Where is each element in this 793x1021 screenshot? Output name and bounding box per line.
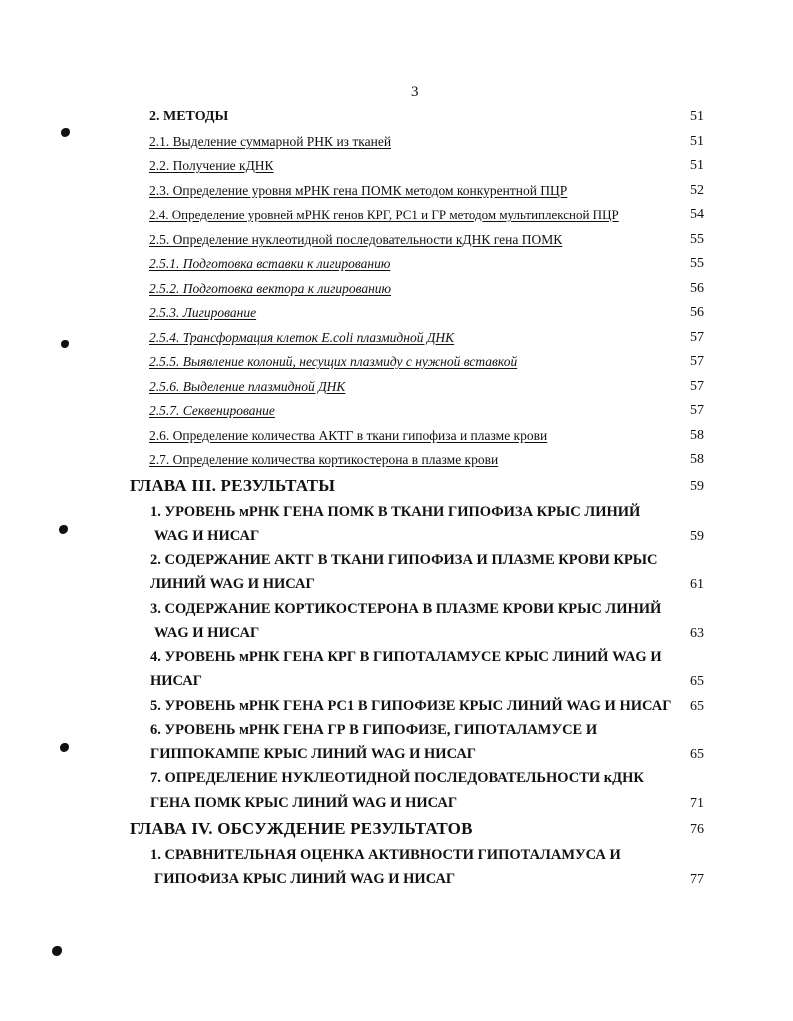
toc-page-2-6: 58 (690, 428, 704, 443)
toc-entry-2-5-5[interactable]: 2.5.5. Выявление колоний, несущих плазмиду с нужной вставкой (149, 354, 518, 369)
result-1-line-1: 1. УРОВЕНЬ мРНК ГЕНА ПОМК В ТКАНИ ГИПОФИЗА КРЫС ЛИНИЙ (150, 504, 641, 520)
toc-page-2-2: 51 (690, 158, 704, 173)
result-3-line-1: 3. СОДЕРЖАНИЕ КОРТИКОСТЕРОНА В ПЛАЗМЕ КРОВИ КРЫС ЛИНИЙ (150, 601, 662, 617)
toc-entry-2-5-1[interactable]: 2.5.1. Подготовка вставки к лигированию (149, 256, 391, 271)
toc-entry-2-3[interactable]: 2.3. Определение уровня мРНК гена ПОМК методом конкурентной ПЦР (149, 183, 568, 198)
toc-page-2-4: 54 (690, 207, 704, 222)
result-4-line-2: НИСАГ (150, 673, 203, 689)
toc-entry-2-5-4[interactable]: 2.5.4. Трансформация клеток E.coli плазмидной ДНК (149, 330, 455, 345)
toc-page-2-5-6: 57 (690, 379, 704, 394)
toc-page-2-5-7: 57 (690, 403, 704, 418)
toc-page-2-5-4: 57 (690, 330, 704, 345)
toc-entry-2-5[interactable]: 2.5. Определение нуклеотидной последовательности кДНК гена ПОМК (149, 232, 563, 247)
toc-page-2-7: 58 (690, 452, 704, 467)
result-1-page: 59 (690, 529, 704, 544)
discussion-1-page: 77 (690, 872, 704, 887)
result-6-page: 65 (690, 747, 704, 762)
toc-entry-2-5-6[interactable]: 2.5.6. Выделение плазмидной ДНК (149, 379, 346, 394)
result-7-page: 71 (690, 796, 704, 811)
toc-page-2-3: 52 (690, 183, 704, 198)
chapter-4-page: 76 (690, 822, 704, 837)
result-1-line-2: WAG И НИСАГ (154, 528, 260, 544)
result-3-page: 63 (690, 626, 704, 641)
toc-page-2-5: 55 (690, 232, 704, 247)
chapter-3-heading: ГЛАВА III. РЕЗУЛЬТАТЫ (130, 476, 336, 495)
toc-entry-2-5-3[interactable]: 2.5.3. Лигирование (149, 305, 257, 320)
page-number: 3 (411, 84, 419, 100)
toc-entry-2-5-7[interactable]: 2.5.7. Секвенирование (149, 403, 275, 418)
toc-page-2-1: 51 (690, 134, 704, 149)
result-6-line-1: 6. УРОВЕНЬ мРНК ГЕНА ГР В ГИПОФИЗЕ, ГИПОТАЛАМУСЕ И (150, 722, 598, 738)
toc-page-2-5-3: 56 (690, 305, 704, 320)
toc-page-2-5-1: 55 (690, 256, 704, 271)
toc-entry-2-7[interactable]: 2.7. Определение количества кортикостерона в плазме крови (149, 452, 499, 467)
chapter-3-page: 59 (690, 479, 704, 494)
result-2-line-1: 2. СОДЕРЖАНИЕ АКТГ В ТКАНИ ГИПОФИЗА И ПЛАЗМЕ КРОВИ КРЫС (150, 552, 658, 568)
methods-heading-page: 51 (690, 109, 704, 124)
chapter-4-heading: ГЛАВА IV. ОБСУЖДЕНИЕ РЕЗУЛЬТАТОВ (130, 819, 473, 838)
methods-heading: 2. МЕТОДЫ (149, 109, 229, 124)
toc-page-2-5-5: 57 (690, 354, 704, 369)
result-7-line-2: ГЕНА ПОМК КРЫС ЛИНИЙ WAG И НИСАГ (150, 795, 458, 811)
discussion-1-line-2: ГИПОФИЗА КРЫС ЛИНИЙ WAG И НИСАГ (154, 871, 456, 887)
result-3-line-2: WAG И НИСАГ (154, 625, 260, 641)
toc-entry-2-4[interactable]: 2.4. Определение уровней мРНК генов КРГ, РС1 и ГР методом мультиплексной ПЦР (149, 207, 619, 222)
toc-entry-2-2[interactable]: 2.2. Получение кДНК (149, 158, 274, 173)
result-4-line-1: 4. УРОВЕНЬ мРНК ГЕНА КРГ В ГИПОТАЛАМУСЕ КРЫС ЛИНИЙ WAG И (150, 649, 662, 665)
result-6-line-2: ГИППОКАМПЕ КРЫС ЛИНИЙ WAG И НИСАГ (150, 746, 477, 762)
result-4-page: 65 (690, 674, 704, 689)
toc-entry-2-6[interactable]: 2.6. Определение количества АКТГ в ткани гипофиза и плазме крови (149, 428, 548, 443)
result-5-line-1: 5. УРОВЕНЬ мРНК ГЕНА РС1 В ГИПОФИЗЕ КРЫС ЛИНИЙ WAG И НИСАГ (150, 698, 672, 714)
toc-entry-2-1[interactable]: 2.1. Выделение суммарной РНК из тканей (149, 134, 392, 149)
result-2-page: 61 (690, 577, 704, 592)
toc-entry-2-5-2[interactable]: 2.5.2. Подготовка вектора к лигированию (149, 281, 392, 296)
toc-page-2-5-2: 56 (690, 281, 704, 296)
result-5-page: 65 (690, 699, 704, 714)
discussion-1-line-1: 1. СРАВНИТЕЛЬНАЯ ОЦЕНКА АКТИВНОСТИ ГИПОТАЛАМУСА И (150, 847, 621, 863)
result-7-line-1: 7. ОПРЕДЕЛЕНИЕ НУКЛЕОТИДНОЙ ПОСЛЕДОВАТЕЛЬНОСТИ кДНК (150, 770, 644, 786)
result-2-line-2: ЛИНИЙ WAG И НИСАГ (150, 576, 315, 592)
